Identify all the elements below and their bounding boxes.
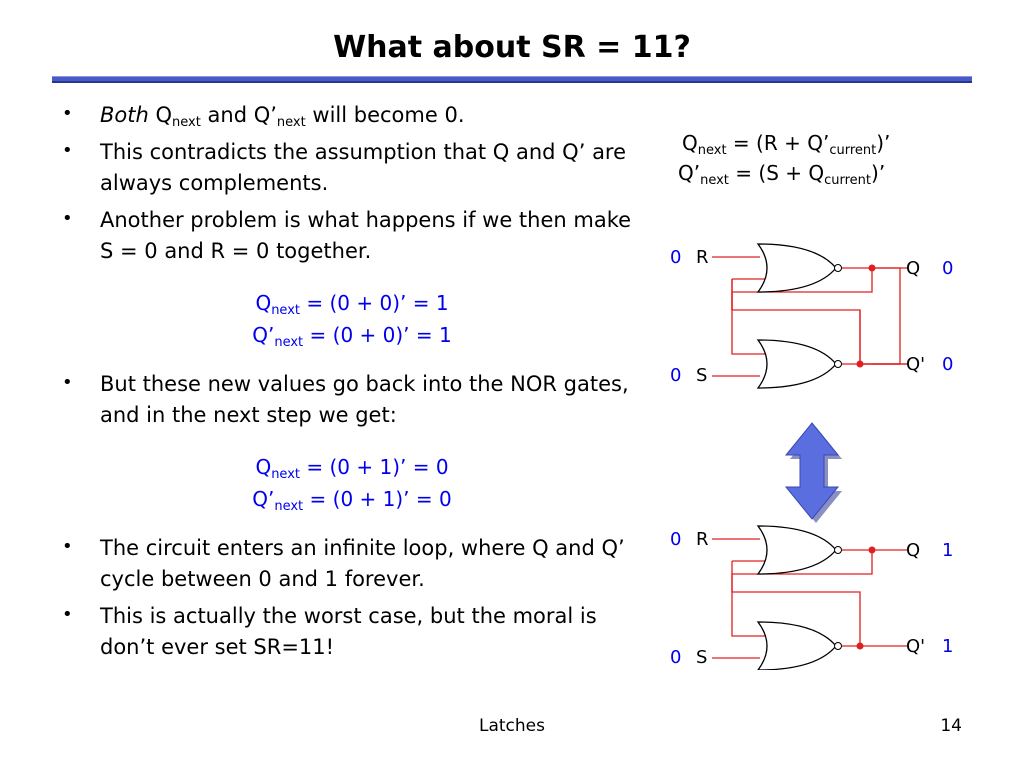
top-nor-bubble-2 [835, 361, 842, 368]
eq1-qp-sub: next [274, 335, 304, 350]
top-nor-gate-2 [758, 340, 836, 388]
equation-block-2 [62, 451, 642, 515]
bullet-1-emphasis: Both [100, 103, 149, 127]
eq1-q-sym: Q [255, 291, 272, 315]
bullet-1-text-c: will become 0. [305, 103, 465, 127]
eq2-q-rest: = (0 + 1)’ = 0 [300, 455, 449, 479]
bullet-1-sub-b: next [276, 115, 306, 130]
bullet-6: • This is actually the worst case, but the moral is don’t ever set SR=11! [62, 601, 642, 663]
eq2-qp-sub: next [274, 499, 304, 514]
sr-latch-top [670, 244, 953, 388]
bottom-nor-gate-1 [758, 526, 836, 574]
double-arrow [786, 423, 842, 523]
bullet-4: • But these new values go back into the NOR gates, and in the next step we get: [62, 369, 642, 431]
bullet-1-text-b: and Q’ [200, 103, 277, 127]
top-qp-label: Q' [906, 354, 926, 375]
top-nor-bubble-1 [835, 265, 842, 272]
equation-2-qp [62, 483, 642, 515]
eqn-l1-end: )’ [876, 131, 891, 155]
eqn-l1-mid: = (R + Q’ [726, 131, 830, 155]
page-number: 14 [940, 716, 962, 736]
eqn-l1-midsub: current [829, 143, 877, 158]
footer-section-title: Latches [479, 716, 545, 736]
top-s-label: S [696, 365, 708, 386]
top-qp-value: 0 [942, 354, 954, 375]
eqn-l2-end: )’ [871, 161, 886, 185]
equation-1-qp [62, 319, 642, 351]
top-junction-qp [857, 361, 864, 368]
title-rule [52, 76, 972, 83]
top-junction-q [869, 265, 876, 272]
top-nor-gate-1 [758, 244, 836, 292]
equation-2-q [62, 451, 642, 483]
slide-title: What about SR = 11? [333, 30, 691, 65]
bottom-junction-q [869, 547, 876, 554]
top-r-value: 0 [670, 247, 682, 268]
eq1-qp-sym: Q’ [252, 323, 275, 347]
top-r-label: R [696, 247, 709, 268]
top-s-value: 0 [670, 365, 682, 386]
eq2-qp-rest: = (0 + 1)’ = 0 [303, 487, 452, 511]
next-state-equations [660, 128, 1000, 188]
eqn-l2-midsub: current [824, 173, 872, 188]
bottom-qp-value: 1 [942, 636, 954, 657]
bottom-qp-label: Q' [906, 636, 926, 657]
top-q-value: 0 [942, 258, 954, 279]
eq2-qp-sym: Q’ [252, 487, 275, 511]
eqn-l1-q: Q [682, 131, 698, 155]
eq2-q-sub: next [271, 467, 300, 482]
bullet-list [62, 100, 642, 663]
sr-latch-diagram [640, 230, 1010, 670]
bullet-1-sub-a: next [172, 115, 201, 130]
bottom-s-label: S [696, 647, 708, 668]
eqn-l2-q: Q’ [678, 161, 701, 185]
equation-block-1 [62, 287, 642, 351]
bottom-r-label: R [696, 529, 709, 550]
equation-1-q [62, 287, 642, 319]
bottom-nor-bubble-1 [835, 547, 842, 554]
bullet-1 [62, 100, 642, 131]
bullet-3: • Another problem is what happens if we then make S = 0 and R = 0 together. [62, 205, 642, 267]
eqn-l2-qsub: next [700, 173, 729, 188]
bottom-s-value: 0 [670, 647, 682, 668]
bottom-q-label: Q [906, 540, 921, 561]
bullet-2: • This contradicts the assumption that Q and Q’ are always complements. [62, 137, 642, 199]
eqn-l2-mid: = (S + Q [728, 161, 825, 185]
equation-q-next [660, 128, 1000, 158]
sr-latch-bottom [670, 526, 953, 670]
bottom-nor-gate-2 [758, 622, 836, 670]
eq1-qp-rest: = (0 + 0)’ = 1 [303, 323, 452, 347]
bullet-1-text-a: Q [148, 103, 173, 127]
bottom-nor-bubble-2 [835, 643, 842, 650]
bottom-r-value: 0 [670, 529, 682, 550]
top-q-label: Q [906, 258, 921, 279]
bullet-5: • The circuit enters an infinite loop, where Q and Q’ cycle between 0 and 1 forever. [62, 533, 642, 595]
bottom-q-value: 1 [942, 540, 954, 561]
eq1-q-sub: next [271, 303, 300, 318]
eq1-q-rest: = (0 + 0)’ = 1 [300, 291, 449, 315]
eqn-l1-qsub: next [697, 143, 727, 158]
eq2-q-sym: Q [255, 455, 272, 479]
bottom-junction-qp [857, 643, 864, 650]
equation-qp-next [660, 158, 1000, 188]
